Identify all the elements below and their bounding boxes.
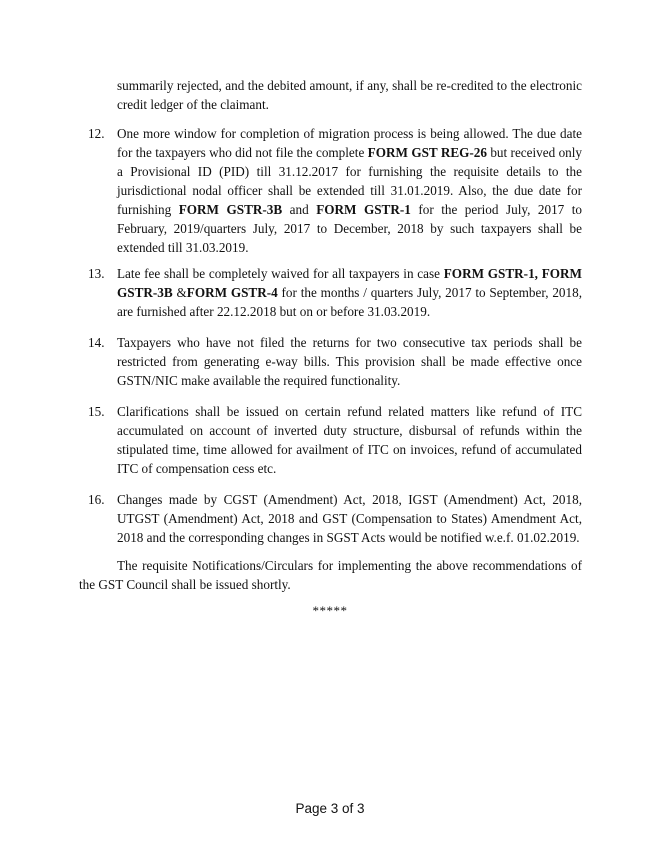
item-text: Changes made by CGST (Amendment) Act, 2018, IGST (Amendment) Act, 2018, UTGST (Amendment) Act, 2018 and GST (Compensation to States) Amendment Act, 2018 and the corresponding changes in SGST Acts would be notified w.e.f. 01.02.2019. (117, 492, 582, 545)
item-number: 12. (88, 126, 105, 141)
item-text: Taxpayers who have not filed the returns for two consecutive tax periods shall be restricted from generating e-way bills. This provision shall be made effective once GSTN/NIC make available the required functionality. (117, 335, 582, 388)
page-number-footer: Page 3 of 3 (295, 801, 365, 816)
list-item-13 (88, 264, 582, 321)
list-item-15 (88, 402, 582, 478)
item-number: 13. (88, 266, 105, 281)
item-text: Late fee shall be completely waived for all taxpayers in case FORM GSTR-1, FORM GSTR-3B &FORM GSTR-4 for the months / quarters July, 2017 to September, 2018, are furnished after 22.12.2018 but on or before 31.03.2019. (117, 266, 583, 319)
section-separator: ***** (312, 603, 348, 618)
intro-paragraph: summarily rejected, and the debited amount, if any, shall be re-credited to the electronic credit ledger of the claimant. (117, 78, 582, 112)
item-text: Clarifications shall be issued on certain refund related matters like refund of ITC accumulated on account of inverted duty structure, disbursal of refunds within the stipulated time, time allowed for availment of ITC on invoices, refund of accumulated ITC of compensation cess etc. (117, 404, 582, 476)
item-number: 16. (88, 492, 105, 507)
list-item-14 (88, 333, 582, 390)
closing-paragraph: The requisite Notifications/Circulars for implementing the above recommendations of the GST Council shall be issued shortly. (79, 558, 582, 592)
item-text: One more window for completion of migration process is being allowed. The due date for the taxpayers who did not file the complete FORM GST REG-26 but received only a Provisional ID (PID) till 31.12.2017 for furnishing the requisite details to the jurisdictional nodal officer shall be extended till 31.01.2019. Also, the due date for furnishing FORM GSTR-3B and FORM GSTR-1 for the period July, 2017 to February, 2019/quarters July, 2017 to December, 2018 by such taxpayers shall be extended till 31.03.2019. (117, 126, 583, 255)
item-number: 14. (88, 335, 105, 350)
item-number: 15. (88, 404, 105, 419)
list-item-12 (88, 124, 582, 257)
list-item-16 (88, 490, 582, 547)
